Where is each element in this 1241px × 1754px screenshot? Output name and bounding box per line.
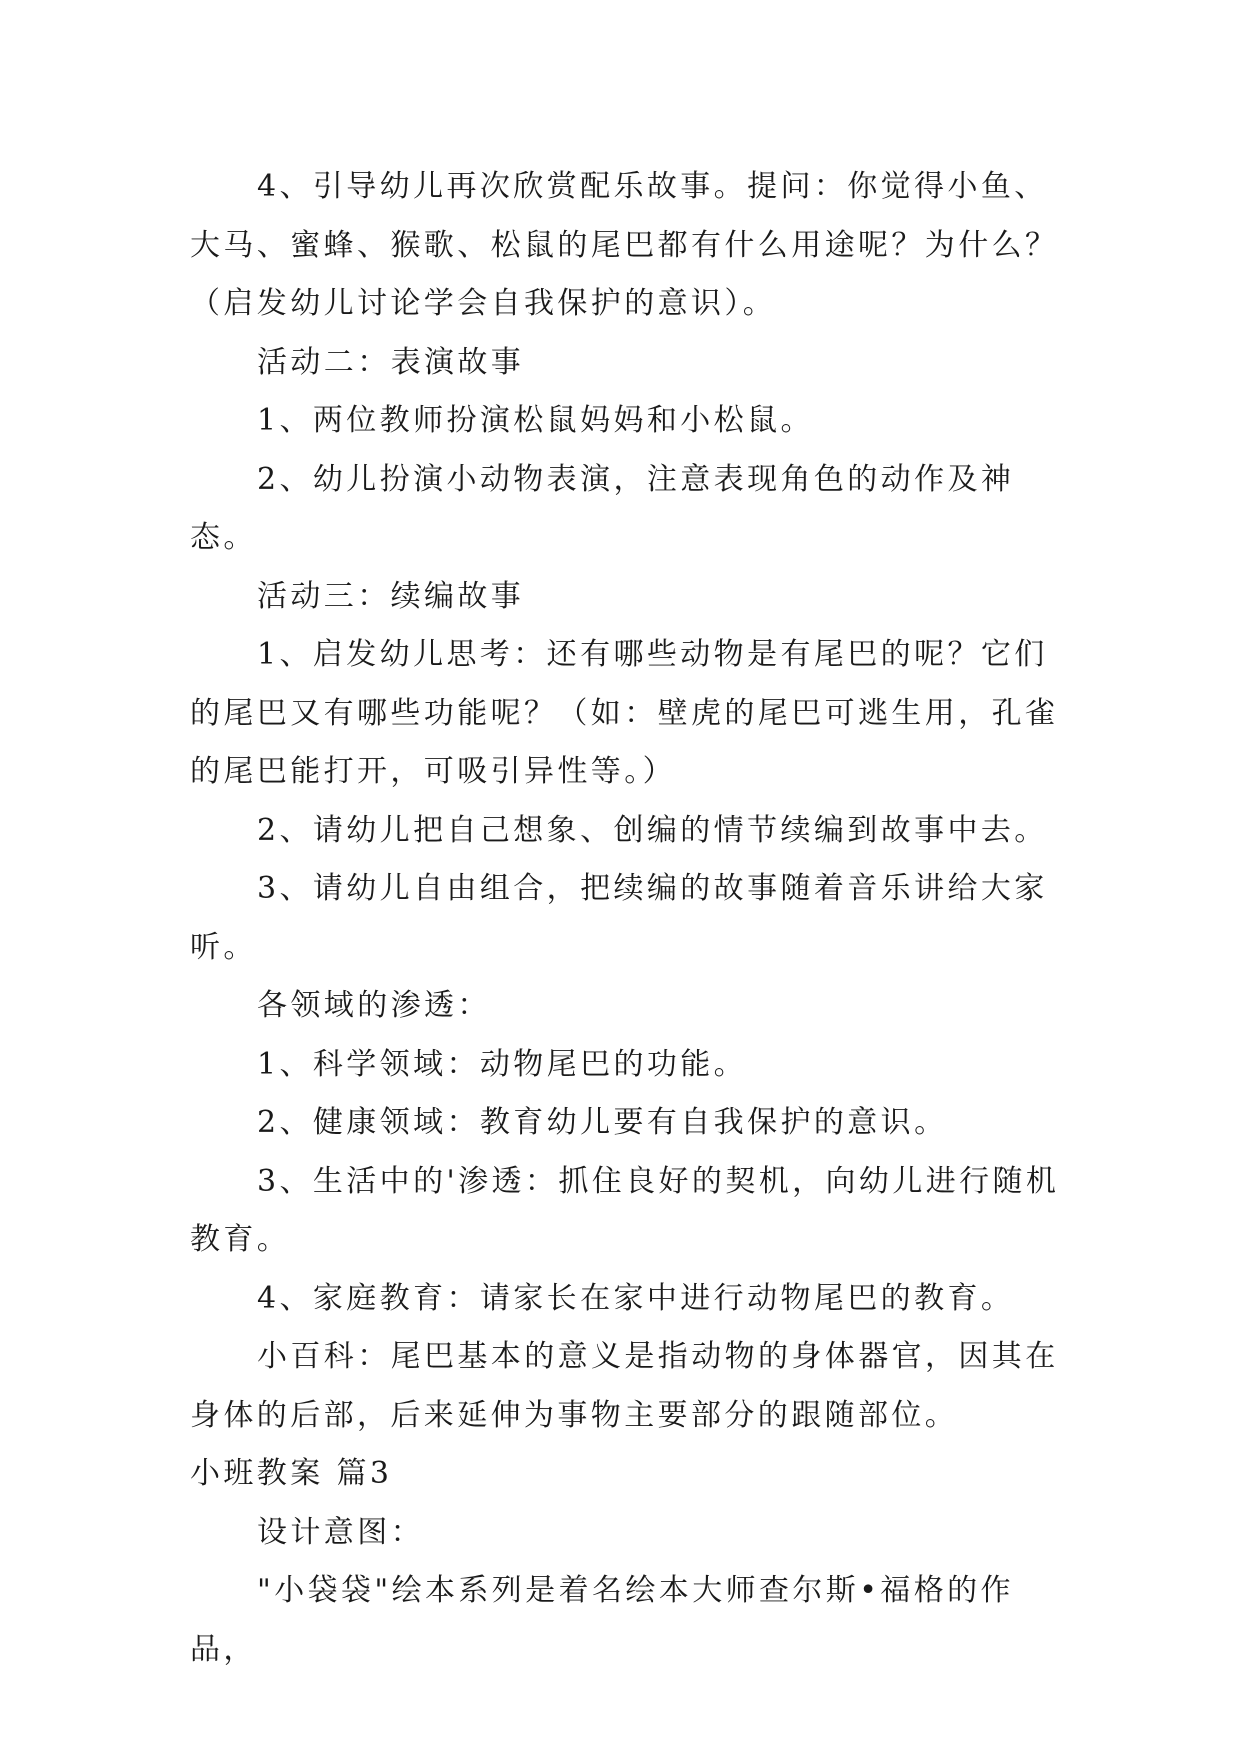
paragraph-10: 1、科学领域：动物尾巴的功能。: [257, 1046, 748, 1082]
paragraph-1: 4、引导幼儿再次欣赏配乐故事。提问：你觉得小鱼、大马、蜜蜂、猴歌、松鼠的尾巴都有什么用途呢？为什么？（启发幼儿讨论学会自我保护的意识）。: [190, 169, 1059, 321]
paragraph-6: 1、启发幼儿思考：还有哪些动物是有尾巴的呢？它们的尾巴又有哪些功能呢？（如：壁虎的尾巴可逃生用，孔雀的尾巴能打开，可吸引异性等。）: [190, 637, 1059, 789]
paragraph-3: 1、两位教师扮演松鼠妈妈和小松鼠。: [257, 403, 814, 438]
paragraph-11: 2、健康领域：教育幼儿要有自我保护的意识。: [257, 1105, 948, 1140]
paragraph-15: 设计意图：: [257, 1514, 424, 1550]
document-body: [190, 158, 1070, 1679]
paragraph-14: 小百科：尾巴基本的意义是指动物的身体器官，因其在身体的后部，后来延伸为事物主要部分的跟随部位。: [190, 1339, 1059, 1433]
paragraph-16: "小袋袋"绘本系列是着名绘本大师查尔斯•福格的作品，: [190, 1573, 1014, 1667]
paragraph-5: 活动三：续编故事: [257, 578, 525, 614]
paragraph-2: 活动二：表演故事: [257, 344, 525, 380]
paragraph-8: 3、请幼儿自由组合，把续编的故事随着音乐讲给大家听。: [190, 871, 1048, 965]
paragraph-12: 3、生活中的'渗透：抓住良好的契机，向幼儿进行随机教育。: [190, 1163, 1060, 1257]
paragraph-13: 4、家庭教育：请家长在家中进行动物尾巴的教育。: [257, 1280, 1015, 1316]
section-heading: 小班教案 篇3: [190, 1456, 393, 1491]
paragraph-9: 各领域的渗透：: [257, 988, 491, 1023]
paragraph-4: 2、幼儿扮演小动物表演，注意表现角色的动作及神态。: [190, 461, 1015, 555]
paragraph-7: 2、请幼儿把自己想象、创编的情节续编到故事中去。: [257, 812, 1048, 848]
